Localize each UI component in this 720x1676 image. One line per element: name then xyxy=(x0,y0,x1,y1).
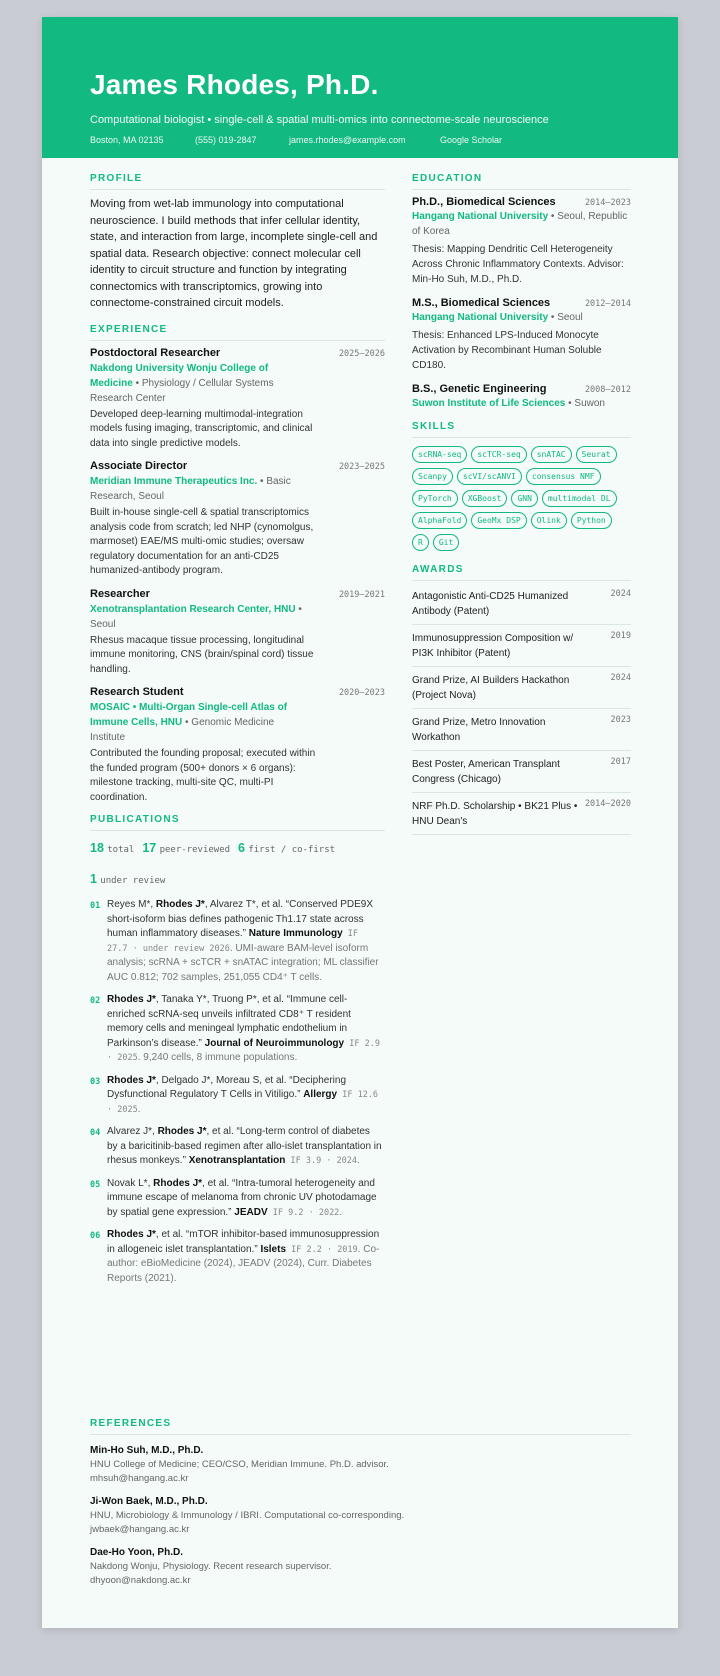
reference-affiliation: Nakdong Wonju, Physiology. Recent research supervisor. xyxy=(90,1561,332,1572)
citation-title: , Tanaka Y*, Truong P*, et al. “Immune cell-enriched scRNA-seq unveils infiltrated CD8⁺ T resident memory cells and meningeal lymphatic endothelium in Parkinson’s disease.” xyxy=(107,994,351,1049)
job-description: Developed deep-learning multimodal-integration models fusing imaging, transcriptomic, and clinical data into single predictive models. xyxy=(90,408,313,449)
skill-chip: Scanpy xyxy=(412,468,453,485)
organization-name: Nakdong University Wonju College of Medicine xyxy=(90,362,269,389)
publication-note: . Co-author: eBioMedicine (2024), JEADV (2024), Curr. Diabetes Reports (2021). xyxy=(107,1243,380,1284)
skill-chip: scVI/scANVI xyxy=(457,468,522,485)
stat-label: total xyxy=(107,845,135,855)
skill-chip: consensus NMF xyxy=(526,468,601,485)
award-item xyxy=(412,667,631,709)
contact-scholar-link[interactable]: Google Scholar xyxy=(440,135,503,145)
job-description: Rhesus macaque tissue processing, longitudinal immune monitoring, CNS (brain/spinal cord) tissue handling. xyxy=(90,634,314,675)
job-organization xyxy=(90,474,305,504)
contact-row xyxy=(90,135,630,145)
education-item-header xyxy=(412,297,631,309)
skill-chip: Python xyxy=(571,512,612,529)
contact-location: Boston, MA 02135 xyxy=(90,135,164,145)
citation-title: , et al. “mTOR inhibitor-based immunosuppression in allogeneic islet transplantation.” xyxy=(107,1229,380,1255)
resume-page xyxy=(42,17,678,1628)
author-highlight: Rhodes J* xyxy=(107,1074,156,1086)
institution-location: • Seoul xyxy=(548,312,583,323)
skill-chip: AlphaFold xyxy=(412,512,467,529)
journal-name: Allergy xyxy=(303,1089,338,1100)
institution-location: • Seoul, Republic of Korea xyxy=(412,211,628,237)
job-title: Researcher xyxy=(90,587,150,600)
experience-item xyxy=(90,460,385,579)
job-date: 2019–2021 xyxy=(338,589,385,600)
job-title: Associate Director xyxy=(90,460,188,472)
publication-list xyxy=(90,898,385,1286)
publication-note: . 9,240 cells, 8 immune populations. xyxy=(137,1052,298,1063)
education-item-header xyxy=(412,383,631,395)
degree: Ph.D., Biomedical Sciences xyxy=(412,196,556,208)
award-name: Antagonistic Anti-CD25 Humanized Antibody (Patent) xyxy=(412,591,569,617)
contact-email[interactable]: james.rhodes@example.com xyxy=(289,135,406,145)
experience-item xyxy=(90,686,385,805)
thesis: Thesis: Mapping Dendritic Cell Heterogeneity Across Chronic Inflammatory Contexts. Advisor: Min-Ho Suh, M.D., Ph.D. xyxy=(412,244,624,285)
institution-location: • Suwon xyxy=(565,398,605,409)
publication-item xyxy=(90,993,385,1066)
skills-heading: SKILLS xyxy=(412,421,631,438)
publication-item xyxy=(90,1177,385,1221)
skill-chip: Olink xyxy=(531,512,567,529)
job-date: 2020–2023 xyxy=(338,688,385,698)
authors-before: Novak L*, xyxy=(107,1177,154,1189)
job-description: Built in-house single-cell & spatial transcriptomics analysis code from scratch; led NHP (cynomolgus, marmoset) EAE/MS multi-omic studies; oversaw regulatory documentation for an anti-CD25 humanized-antibody program. xyxy=(90,507,314,576)
skill-chip: scTCR-seq xyxy=(471,446,526,463)
skill-chip: Seurat xyxy=(576,446,617,463)
journal-name: Xenotransplantation xyxy=(188,1155,286,1166)
impact-factor: IF 2.2 · 2019 xyxy=(286,1244,358,1255)
organization-location: • Seoul xyxy=(90,603,302,630)
citation-title: , Delgado J*, Moreau S, et al. “Deciphering Dysfunctional Regulatory T Cells in Vitiligo.” xyxy=(107,1074,347,1100)
reference-item xyxy=(90,1546,631,1588)
citation-title: , Alvarez T*, et al. “Conserved PDE9X short-isoform bias defines pathogenic Th1.17 state across human inflammatory diseases.” xyxy=(107,899,374,939)
stat-number: 18 xyxy=(90,841,104,855)
organization-location: • Genomic Medicine Institute xyxy=(90,717,275,743)
publication-note: . xyxy=(357,1155,360,1166)
reference-email[interactable]: jwbaek@hangang.ac.kr xyxy=(90,1524,190,1535)
education-institution xyxy=(412,310,631,325)
author-highlight: Rhodes J* xyxy=(157,1126,207,1137)
publication-number: 02 xyxy=(90,996,101,1006)
experience-heading: EXPERIENCE xyxy=(90,324,385,341)
right-column xyxy=(412,173,631,835)
skill-chip: XGBoost xyxy=(462,490,508,507)
reference-name: Ji-Won Baek, M.D., Ph.D. xyxy=(90,1496,208,1507)
publication-stats xyxy=(90,840,385,858)
education-date: 2014–2023 xyxy=(584,198,631,208)
award-item xyxy=(412,709,631,751)
experience-list xyxy=(90,347,385,806)
publication-number: 01 xyxy=(90,901,101,911)
publication-note: . xyxy=(339,1206,343,1218)
impact-factor: IF 12.6 · 2025 xyxy=(107,1090,379,1115)
award-date: 2014–2020 xyxy=(584,799,631,809)
skill-chip: multimodal DL xyxy=(542,490,617,507)
job-organization xyxy=(90,700,305,745)
awards-heading: AWARDS xyxy=(412,564,631,581)
skill-chip: snATAC xyxy=(531,446,572,463)
publications-heading: PUBLICATIONS xyxy=(90,814,385,831)
reference-email[interactable]: dhyoon@nakdong.ac.kr xyxy=(90,1575,191,1586)
award-item xyxy=(412,587,631,625)
organization-name: MOSAIC • Multi-Organ Single-cell Atlas of Immune Cells, HNU xyxy=(90,702,288,728)
education-institution xyxy=(412,396,631,411)
reference-affiliation: HNU, Microbiology & Immunology / IBRI. Computational co-corresponding. xyxy=(90,1510,405,1521)
experience-item xyxy=(90,347,385,452)
thesis: Thesis: Enhanced LPS-Induced Monocyte Activation by Recombinant Human Soluble CD180. xyxy=(412,330,602,371)
publication-citation xyxy=(107,1125,383,1169)
stat-number: 6 xyxy=(238,841,245,855)
organization-name: Xenotransplantation Research Center, HNU xyxy=(90,603,296,615)
publication-number: 06 xyxy=(90,1231,101,1241)
authors-before: Reyes M*, xyxy=(107,899,156,910)
stat-number: 1 xyxy=(90,872,97,886)
award-date: 2024 xyxy=(610,589,631,599)
experience-item xyxy=(90,588,385,678)
skill-chip: Git xyxy=(433,534,459,551)
left-column xyxy=(90,173,385,1294)
skill-chip: scRNA-seq xyxy=(412,446,467,463)
publication-stats-under-review xyxy=(90,871,385,889)
references-heading: REFERENCES xyxy=(90,1418,631,1435)
reference-affiliation: HNU College of Medicine; CEO/CSO, Meridian Immune. Ph.D. advisor. xyxy=(90,1459,389,1470)
authors-before: Alvarez J*, xyxy=(107,1126,158,1137)
award-name: Grand Prize, Metro Innovation Workathon xyxy=(412,717,546,743)
author-highlight: Rhodes J* xyxy=(107,1229,156,1240)
education-item xyxy=(412,383,631,411)
education-heading: EDUCATION xyxy=(412,173,631,190)
skill-chip: GNN xyxy=(511,490,537,507)
publication-number: 03 xyxy=(90,1076,101,1087)
author-highlight: Rhodes J* xyxy=(107,994,156,1005)
job-title: Postdoctoral Researcher xyxy=(90,346,221,359)
reference-name: Dae-Ho Yoon, Ph.D. xyxy=(90,1547,183,1558)
award-name: Immunosuppression Composition w/ PI3K Inhibitor (Patent) xyxy=(412,633,574,659)
header xyxy=(42,17,678,158)
job-organization xyxy=(90,602,305,632)
publication-note: . UMI-aware BAM-level isoform analysis; scRNA + scTCR + snATAC integration; ML classifier AUC 0.812; 702 samples, 251,055 CD4⁺ T cells. xyxy=(107,942,379,983)
reference-item xyxy=(90,1444,631,1486)
impact-factor: IF 9.2 · 2022 xyxy=(267,1207,340,1218)
stat-number: 17 xyxy=(142,841,157,855)
publication-item xyxy=(90,898,385,985)
job-date: 2025–2026 xyxy=(338,348,385,359)
job-description: Contributed the founding proposal; executed within the funded program (500+ donors × 6 organs): milestone tracking, multi-site QC, multi-PI coordination. xyxy=(90,748,316,803)
references-list xyxy=(90,1444,631,1588)
award-item xyxy=(412,751,631,793)
publication-citation xyxy=(107,1177,383,1221)
job-organization xyxy=(90,361,305,406)
award-item xyxy=(412,793,631,835)
education-date: 2012–2014 xyxy=(584,299,631,309)
skills-list xyxy=(412,446,631,551)
organization-location: • Physiology / Cellular Systems Research Center xyxy=(90,377,274,404)
impact-factor: IF 27.7 · under review 2026 xyxy=(107,929,358,954)
experience-item-header xyxy=(90,460,385,472)
publication-citation xyxy=(107,898,383,985)
education-item-header xyxy=(412,196,631,208)
award-name: Best Poster, American Transplant Congress (Chicago) xyxy=(412,759,560,785)
education-item xyxy=(412,196,631,287)
institution-name: Hangang National University xyxy=(412,211,549,222)
institution-name: Hangang National University xyxy=(412,312,549,323)
publication-item xyxy=(90,1228,385,1286)
impact-factor: IF 2.9 · 2025 xyxy=(107,1038,380,1063)
stat-label: first / co-first xyxy=(248,845,336,855)
organization-name: Meridian Immune Therapeutics Inc. xyxy=(90,476,258,487)
reference-email[interactable]: mhsuh@hangang.ac.kr xyxy=(90,1473,189,1484)
journal-name: Nature Immunology xyxy=(248,928,343,939)
award-item xyxy=(412,625,631,667)
publication-item xyxy=(90,1125,385,1169)
degree: B.S., Genetic Engineering xyxy=(412,383,547,395)
job-date: 2023–2025 xyxy=(338,462,385,472)
publication-item xyxy=(90,1074,385,1118)
degree: M.S., Biomedical Sciences xyxy=(412,297,551,309)
award-date: 2024 xyxy=(610,673,631,683)
education-date: 2008–2012 xyxy=(584,385,631,395)
awards-list xyxy=(412,587,631,835)
award-date: 2023 xyxy=(610,715,631,725)
stat-label: under review xyxy=(100,876,166,886)
tagline: Computational biologist • single-cell & spatial multi-omics into connectome-scale neuroscience xyxy=(90,114,549,126)
education-institution xyxy=(412,209,631,239)
skill-chip: GeoMx DSP xyxy=(471,512,526,529)
award-name: NRF Ph.D. Scholarship • BK21 Plus • HNU Dean's xyxy=(412,801,578,827)
experience-item-header xyxy=(90,347,385,359)
references-section xyxy=(90,1418,631,1597)
job-title: Research Student xyxy=(90,686,184,698)
education-item xyxy=(412,297,631,373)
contact-phone: (555) 019-2847 xyxy=(195,135,257,145)
award-date: 2017 xyxy=(610,757,631,767)
publication-note: . xyxy=(137,1103,141,1115)
publication-citation xyxy=(107,993,383,1066)
publication-number: 05 xyxy=(90,1179,101,1190)
publication-number: 04 xyxy=(90,1128,101,1138)
impact-factor: IF 3.9 · 2024 xyxy=(285,1156,358,1166)
citation-title: , et al. “Intra-tumoral heterogeneity and immune escape of melanoma from chronic UV photodamage by spatial gene expression.” xyxy=(107,1177,377,1218)
experience-item-header xyxy=(90,588,385,600)
journal-name: Journal of Neuroimmunology xyxy=(204,1037,345,1049)
stat-label: peer-reviewed xyxy=(159,845,231,855)
institution-name: Suwon Institute of Life Sciences xyxy=(412,398,566,409)
journal-name: Islets xyxy=(260,1243,287,1255)
skill-chip: R xyxy=(412,534,429,551)
education-list xyxy=(412,196,631,411)
publication-citation xyxy=(107,1228,383,1286)
author-highlight: Rhodes J* xyxy=(153,1177,203,1189)
publication-citation xyxy=(107,1074,383,1118)
organization-location: • Basic Research, Seoul xyxy=(90,476,291,502)
person-name: James Rhodes, Ph.D. xyxy=(90,69,379,100)
award-date: 2019 xyxy=(610,631,631,641)
skill-chip: PyTorch xyxy=(412,490,458,507)
award-name: Grand Prize, AI Builders Hackathon (Project Nova) xyxy=(412,675,570,701)
experience-item-header xyxy=(90,686,385,698)
reference-name: Min-Ho Suh, M.D., Ph.D. xyxy=(90,1445,204,1456)
profile-heading: PROFILE xyxy=(90,173,385,190)
reference-item xyxy=(90,1495,631,1537)
citation-title: , et al. “Long-term control of diabetes by a baricitinib-based regimen after allo-islet transplantation in rhesus monkeys.” xyxy=(107,1126,382,1166)
profile-text: Moving from wet-lab immunology into computational neuroscience. I build methods that infer cellular identity, state, and interaction from large, incomplete single-cell and spatial data. Research objective: connect molecular cell identity to circuit structure and function by integrating connectomics with transcriptomics, growing into connectome-constrained circuit models. xyxy=(90,198,378,309)
journal-name: JEADV xyxy=(234,1206,268,1218)
author-highlight: Rhodes J* xyxy=(155,899,205,910)
